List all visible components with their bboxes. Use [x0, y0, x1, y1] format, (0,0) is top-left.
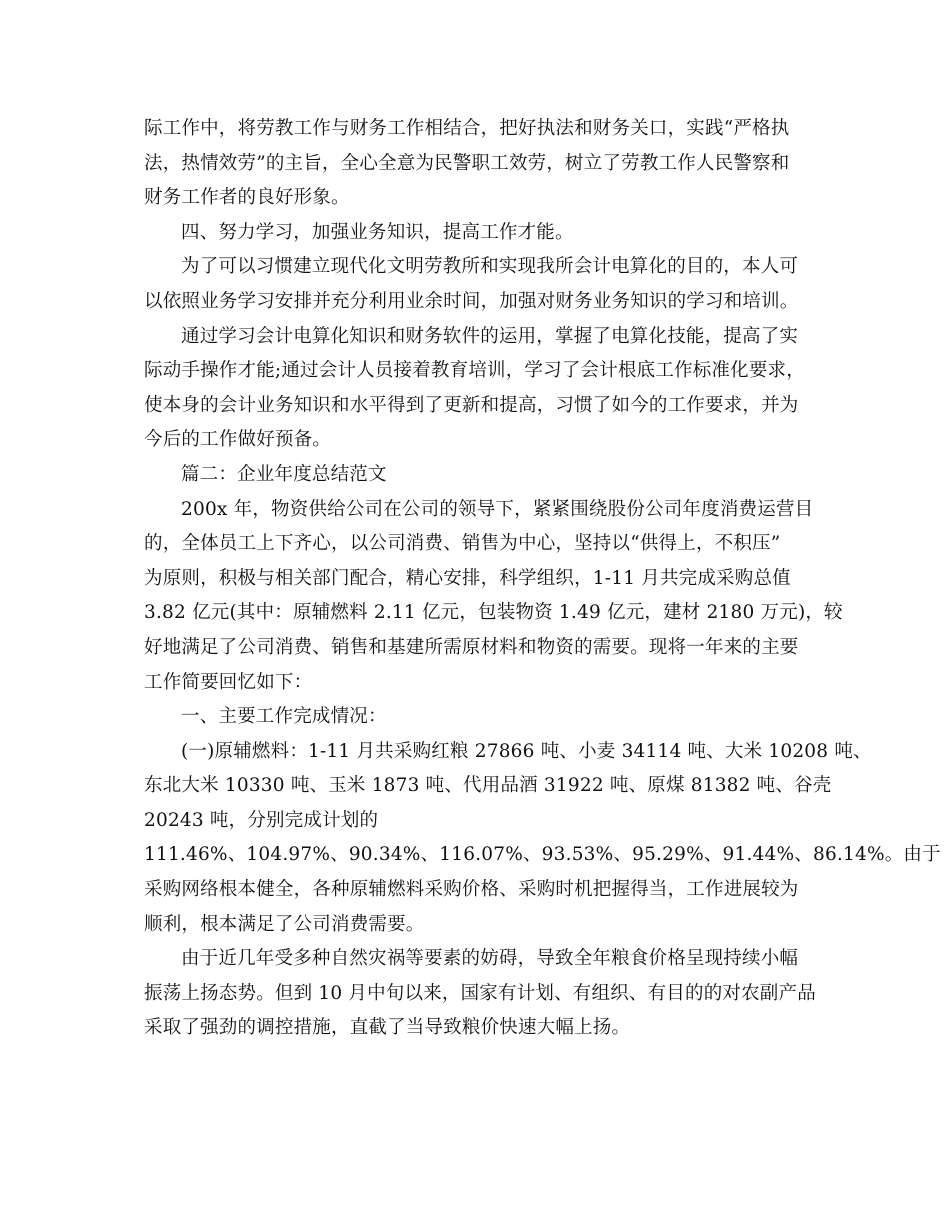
section-heading: 四、努力学习，加强业务知识，提高工作才能。 — [181, 221, 574, 243]
article-title: 篇二：企业年度总结范文 — [181, 463, 387, 485]
text-line: 的，全体员工上下齐心，以公司消费、销售为中心，坚持以“供得上，不积压” — [144, 533, 781, 555]
text-line: 由于近几年受多种自然灾祸等要素的妨碍，导致全年粮食价格呈现持续小幅 — [181, 948, 799, 970]
text-line: 通过学习会计电算化知识和财务软件的运用，掌握了电算化技能，提高了实 — [181, 325, 799, 347]
text-line: 200x 年，物资供给公司在公司的领导下，紧紧围绕股份公司年度消费运营目 — [181, 498, 814, 520]
text-line: 东北大米 10330 吨、玉米 1873 吨、代用品酒 31922 吨、原煤 81382 吨、谷壳 — [144, 775, 832, 797]
text-line: 际工作中，将劳教工作与财务工作相结合，把好执法和财务关口，实践“严格执 — [144, 118, 790, 139]
text-line: 工作简要回忆如下： — [144, 671, 313, 693]
text-line: 振荡上扬态势。但到 10 月中旬以来，国家有计划、有组织、有目的的对农副产品 — [144, 982, 816, 1004]
text-line: 际动手操作才能;通过会计人员接着教育培训，学习了会计根底工作标准化要求， — [144, 360, 805, 382]
text-line: 法，热情效劳”的主旨，全心全意为民警职工效劳，树立了劳教工作人民警察和 — [144, 152, 790, 174]
document-body — [144, 112, 941, 1046]
section-heading: 一、主要工作完成情况： — [181, 706, 387, 728]
text-line: 111.46%、104.97%、90.34%、116.07%、93.53%、95.29%、91.44%、86.14%。由于 — [144, 844, 941, 866]
text-line: 使本身的会计业务知识和水平得到了更新和提高，习惯了如今的工作要求，并为 — [144, 394, 799, 416]
text-line: 财务工作者的良好形象。 — [144, 187, 350, 209]
text-line: 3.82 亿元(其中：原辅燃料 2.11 亿元，包装物资 1.49 亿元，建材 2180 万元)，较 — [144, 602, 843, 624]
text-line: 今后的工作做好预备。 — [144, 429, 332, 451]
text-line: 好地满足了公司消费、销售和基建所需原材料和物资的需要。现将一年来的主要 — [144, 636, 799, 658]
text-line: 采取了强劲的调控措施，直截了当导致粮价快速大幅上扬。 — [144, 1017, 631, 1039]
text-line: 20243 吨，分别完成计划的 — [144, 809, 379, 831]
text-line: 顺利，根本满足了公司消费需要。 — [144, 913, 425, 935]
text-line: 为了可以习惯建立现代化文明劳教所和实现我所会计电算化的目的，本人可 — [181, 256, 799, 278]
text-line: 采购网络根本健全，各种原辅燃料采购价格、采购时机把握得当，工作进展较为 — [144, 879, 799, 901]
text-line: 以依照业务学习安排并充分利用业余时间，加强对财务业务知识的学习和培训。 — [144, 290, 799, 312]
text-line: (一)原辅燃料：1-11 月共采购红粮 27866 吨、小麦 34114 吨、大米 10208 吨、 — [181, 740, 872, 762]
text-line: 为原则，积极与相关部门配合，精心安排，科学组织，1-11 月共完成采购总值 — [144, 567, 791, 589]
